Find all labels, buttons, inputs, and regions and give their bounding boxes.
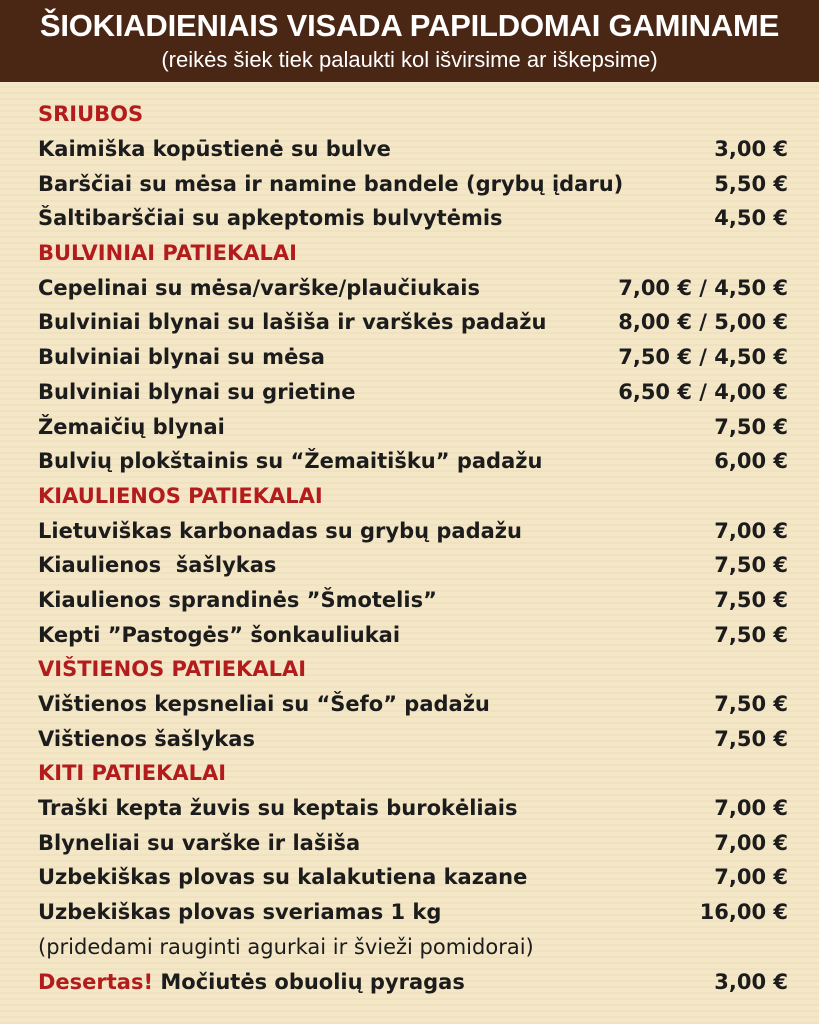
dessert-name-wrap bbox=[38, 970, 465, 994]
item-price: 7,00 € / 4,50 € bbox=[618, 275, 788, 300]
item-name: Kepti ”Pastogės” šonkauliukai bbox=[38, 622, 401, 647]
item-price: 7,50 € / 4,50 € bbox=[618, 345, 788, 370]
item-price: 7,50 € bbox=[714, 414, 788, 439]
section-heading-vistienos: VIŠTIENOS PATIEKALAI bbox=[38, 657, 307, 682]
item-name: Kiaulienos šašlykas bbox=[38, 553, 277, 578]
menu-item bbox=[38, 409, 788, 444]
menu-item bbox=[38, 721, 788, 756]
section-heading-sriubos: SRIUBOS bbox=[38, 102, 144, 127]
item-price: 7,00 € bbox=[714, 865, 788, 890]
item-price: 7,50 € bbox=[714, 622, 788, 647]
item-name: Kiaulienos sprandinės ”Šmotelis” bbox=[38, 587, 437, 612]
item-name: Vištienos kepsneliai su “Šefo” padažu bbox=[38, 692, 490, 717]
item-price: 16,00 € bbox=[699, 900, 788, 925]
header-banner bbox=[0, 0, 819, 82]
menu-item bbox=[38, 548, 788, 583]
item-name: Uzbekiškas plovas sveriamas 1 kg bbox=[38, 900, 442, 925]
menu-item bbox=[38, 513, 788, 548]
item-price: 7,50 € bbox=[714, 726, 788, 751]
menu-item bbox=[38, 132, 788, 167]
menu-item bbox=[38, 375, 788, 410]
item-name: Traški kepta žuvis su keptais burokėliais bbox=[38, 796, 518, 821]
item-price: 8,00 € / 5,00 € bbox=[618, 310, 788, 335]
item-name: Barščiai su mėsa ir namine bandele (grybų įdaru) bbox=[38, 171, 624, 196]
item-price: 7,50 € bbox=[714, 553, 788, 578]
menu-item bbox=[38, 791, 788, 826]
dessert-item bbox=[38, 964, 788, 999]
item-name: Bulvių plokštainis su “Žemaitišku” padažu bbox=[38, 449, 543, 474]
menu-item bbox=[38, 687, 788, 722]
item-price: 7,50 € bbox=[714, 587, 788, 612]
side-dish-note bbox=[38, 930, 788, 965]
note-text: (pridedami rauginti agurkai ir švieži pomidorai) bbox=[38, 934, 534, 959]
item-name: Žemaičių blynai bbox=[38, 414, 225, 439]
menu-item bbox=[38, 201, 788, 236]
item-price: 7,00 € bbox=[714, 830, 788, 855]
item-price: 7,00 € bbox=[714, 796, 788, 821]
dessert-price: 3,00 € bbox=[714, 969, 788, 994]
menu-item bbox=[38, 270, 788, 305]
section-heading-kiaulienos: KIAULIENOS PATIEKALAI bbox=[38, 483, 323, 508]
menu-item bbox=[38, 444, 788, 479]
item-price: 4,50 € bbox=[714, 206, 788, 231]
item-name: Blyneliai su varške ir lašiša bbox=[38, 830, 361, 855]
item-name: Bulviniai blynai su lašiša ir varškės padažu bbox=[38, 310, 547, 335]
item-name: Bulviniai blynai su grietine bbox=[38, 379, 356, 404]
menu-item bbox=[38, 583, 788, 618]
menu-item bbox=[38, 825, 788, 860]
dessert-label: Desertas! bbox=[38, 969, 154, 994]
item-price: 6,00 € bbox=[714, 449, 788, 474]
item-name: Bulviniai blynai su mėsa bbox=[38, 345, 325, 370]
section-heading-kiti: KITI PATIEKALAI bbox=[38, 761, 227, 786]
menu-list bbox=[38, 97, 788, 999]
menu-item bbox=[38, 617, 788, 652]
page-subtitle: (reikės šiek tiek palaukti kol išvirsime ar iškepsime) bbox=[161, 47, 658, 72]
menu-item bbox=[38, 340, 788, 375]
page-title: ŠIOKIADIENIAIS VISADA PAPILDOMAI GAMINAME bbox=[39, 8, 780, 43]
menu-item bbox=[38, 895, 788, 930]
section-heading-bulviniai: BULVINIAI PATIEKALAI bbox=[38, 241, 297, 266]
menu-item bbox=[38, 860, 788, 895]
item-price: 6,50 € / 4,00 € bbox=[618, 379, 788, 404]
menu-item bbox=[38, 166, 788, 201]
item-price: 3,00 € bbox=[714, 137, 788, 162]
item-name: Uzbekiškas plovas su kalakutiena kazane bbox=[38, 865, 528, 890]
menu-item bbox=[38, 305, 788, 340]
item-name: Kaimiška kopūstienė su bulve bbox=[38, 137, 391, 162]
item-name: Lietuviškas karbonadas su grybų padažu bbox=[38, 518, 522, 543]
item-name: Vištienos šašlykas bbox=[38, 726, 255, 751]
item-price: 7,50 € bbox=[714, 692, 788, 717]
item-name: Cepelinai su mėsa/varške/plaučiukais bbox=[38, 275, 480, 300]
item-price: 5,50 € bbox=[714, 171, 788, 196]
dessert-name: Močiutės obuolių pyragas bbox=[160, 969, 465, 994]
item-name: Šaltibarščiai su apkeptomis bulvytėmis bbox=[38, 206, 503, 231]
item-price: 7,00 € bbox=[714, 518, 788, 543]
